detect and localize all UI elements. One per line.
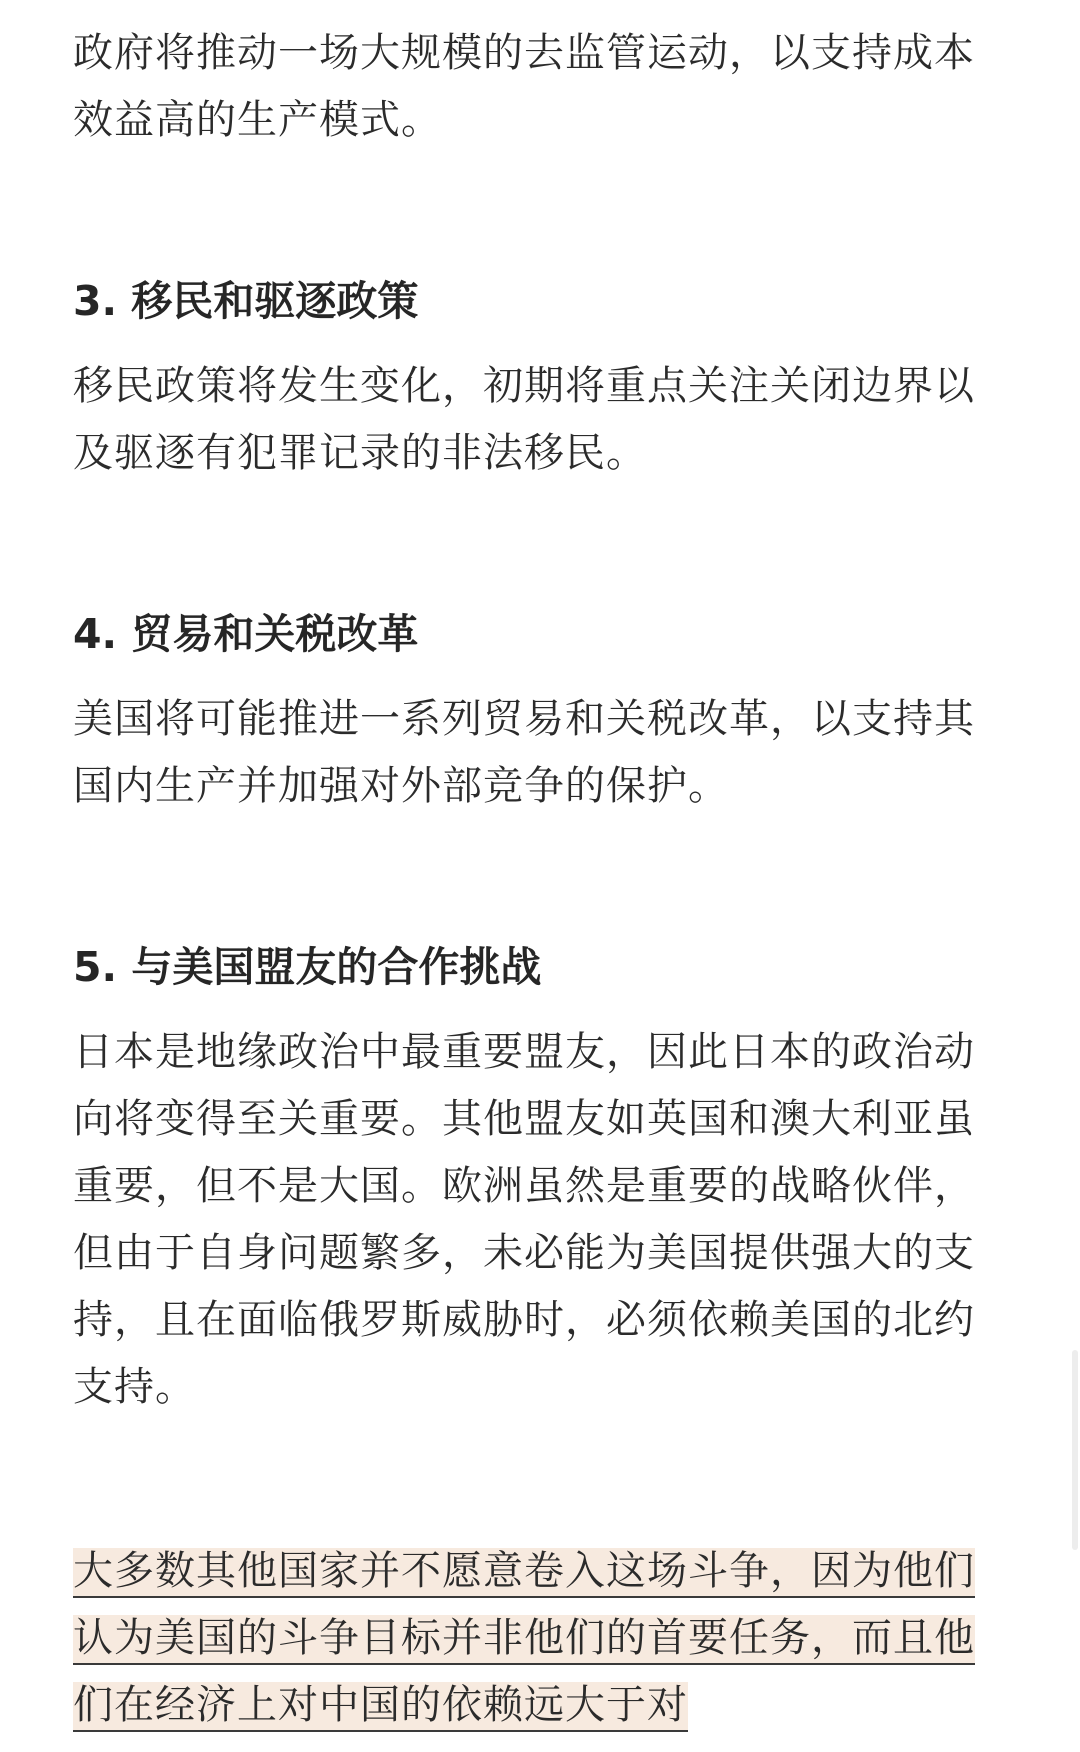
highlighted-paragraph[interactable]: [73, 1538, 985, 1739]
article-body: [73, 20, 985, 1739]
section-heading-immigration: 3. 移民和驱逐政策: [73, 277, 419, 325]
section-trade: [73, 604, 985, 820]
section-immigration: [73, 271, 985, 487]
section-allies: [73, 937, 985, 1421]
section-body-immigration: 移民政策将发生变化，初期将重点关注关闭边界以及驱逐有犯罪记录的非法移民。: [73, 363, 975, 476]
intro-paragraph: 政府将推动一场大规模的去监管运动，以支持成本效益高的生产模式。: [73, 30, 975, 143]
section-heading-trade: 4. 贸易和关税改革: [73, 610, 419, 658]
highlighted-text[interactable]: 大多数其他国家并不愿意卷入这场斗争，因为他们认为美国的斗争目标并非他们的首要任务，而且他们在经济上对中国的依赖远大于对: [73, 1548, 975, 1732]
section-body-trade: 美国将可能推进一系列贸易和关税改革，以支持其国内生产并加强对外部竞争的保护。: [73, 696, 975, 809]
scrollbar[interactable]: [1072, 1350, 1078, 1550]
section-heading-allies: 5. 与美国盟友的合作挑战: [73, 943, 542, 991]
section-body-allies: 日本是地缘政治中最重要盟友，因此日本的政治动向将变得至关重要。其他盟友如英国和澳大利亚虽重要，但不是大国。欧洲虽然是重要的战略伙伴，但由于自身问题繁多，未必能为美国提供强大的支持，且在面临俄罗斯威胁时，必须依赖美国的北约支持。: [73, 1029, 975, 1410]
